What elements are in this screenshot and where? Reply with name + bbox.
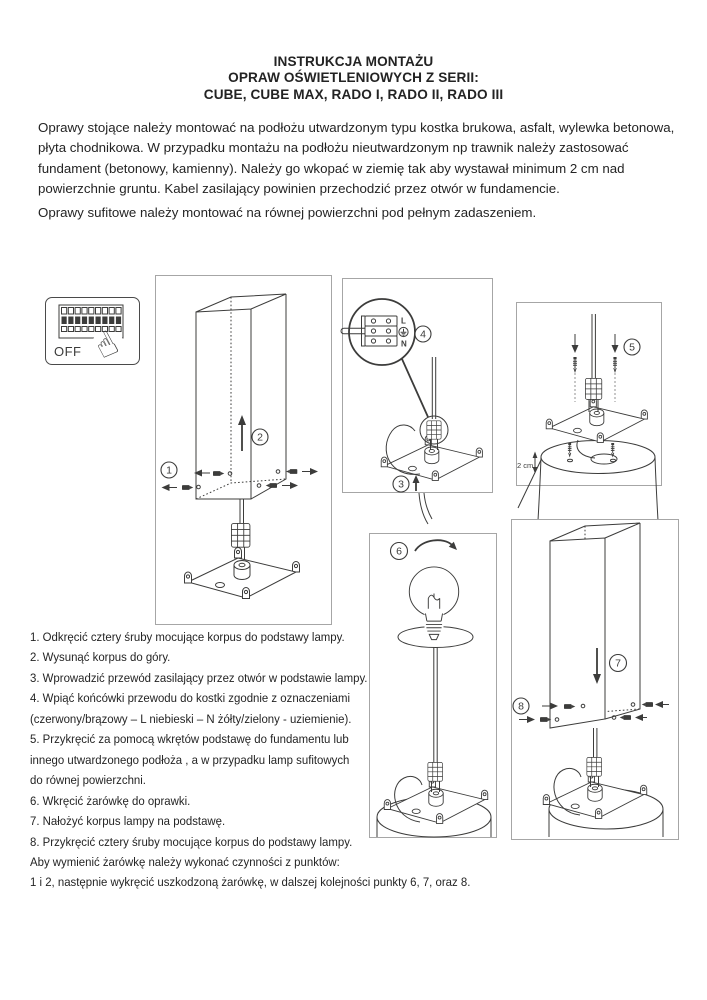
off-label: OFF xyxy=(54,344,82,359)
svg-text:2: 2 xyxy=(257,431,263,444)
instruction-line: 8. Przykręcić cztery śruby mocujące korpus do podstawy lampy. xyxy=(30,834,353,849)
terminal-label-live: L xyxy=(401,316,406,326)
step-marker-8 xyxy=(513,698,529,714)
instruction-line: 5. Przykręcić za pomocą wkrętów podstawę do fundamentu lub xyxy=(30,732,349,747)
step-marker-2 xyxy=(252,429,268,445)
svg-text:4: 4 xyxy=(420,328,426,341)
rotate-arrow xyxy=(415,540,457,551)
breaker-modules-icon xyxy=(62,308,122,332)
step-marker-1 xyxy=(161,462,177,478)
lamp-corpus-cube xyxy=(550,523,640,728)
svg-text:6: 6 xyxy=(396,545,402,558)
title-line-2: OPRAW OŚWIETLENIOWYCH Z SERII: xyxy=(228,70,479,86)
diagram-panel-steps-3-4 xyxy=(342,278,493,493)
terminal-block-icon xyxy=(585,378,601,399)
intro-paragraph-ceiling: Oprawy sufitowe należy montować na równej powierzchni pod pełnym zadaszeniem. xyxy=(38,205,537,220)
step-marker-6 xyxy=(391,543,408,560)
svg-text:1: 1 xyxy=(166,464,172,477)
cable-below-panel xyxy=(419,493,432,524)
instruction-line: 2. Wysunąć korpus do góry. xyxy=(30,650,171,665)
instruction-line: 6. Wkręcić żarówkę do oprawki. xyxy=(30,793,191,808)
svg-text:8: 8 xyxy=(518,700,524,713)
support-rod xyxy=(434,640,437,762)
instruction-line: innego utwardzonego podłoża , a w przypadku lamp sufitowych xyxy=(30,752,350,767)
pointing-hand-icon: ☝ xyxy=(88,323,125,367)
instruction-line: (czerwony/brązowy – L niebieski – N żółty/zielony - uziemienie). xyxy=(30,711,352,726)
instruction-line: 1 i 2, następnie wykręcić uszkodzoną żarówkę, w dalszej kolejności punkty 6, 7, oraz 8. xyxy=(30,875,471,890)
step-marker-3 xyxy=(393,476,409,492)
instruction-line: 4. Wpiąć końcówki przewodu do kostki zgodnie z oznaczeniami xyxy=(30,691,350,706)
terminal-block-icon xyxy=(427,421,441,439)
terminal-block-icon xyxy=(587,757,602,776)
terminal-label-neutral: N xyxy=(401,339,407,349)
document-title xyxy=(0,54,707,103)
base-plate-icon xyxy=(185,548,300,599)
diagram-panel-step-5 xyxy=(516,302,662,486)
title-line-1: INSTRUKCJA MONTAŻU xyxy=(273,54,434,69)
terminal-block-icon xyxy=(231,523,249,547)
lamp-corpus-cube xyxy=(196,294,286,499)
instruction-line: 3. Wprowadzić przewód zasilający przez otwór w podstawie lampy. xyxy=(30,670,368,685)
pull-up-arrow xyxy=(238,415,246,451)
support-rod xyxy=(240,499,244,523)
support-rod xyxy=(594,728,597,757)
step-marker-7 xyxy=(610,655,627,672)
step-marker-4 xyxy=(415,326,431,342)
instruction-line: do równej powierzchni. xyxy=(30,773,146,788)
svg-text:7: 7 xyxy=(615,657,621,670)
power-off-diagram xyxy=(45,297,140,365)
instruction-line: 7. Nałożyć korpus lampy na podstawę. xyxy=(30,814,226,829)
intro-paragraph-standing: Oprawy stojące należy montować na podłożu utwardzonym typu kostka brukowa, asfalt, wylewka betonowa, płyta chodnikowa. W przypadku montażu na podłożu nieutwardzonym np trawnik należy zastosować fundament (betonowy, kamienny). Należy go wkopać w ziemię tak aby wystawał minimum 2 cm nad powierzchnie gruntu. Kabel zasilający powinien przechodzić przez otwór w fundamencie. xyxy=(38,120,675,196)
step-marker-5 xyxy=(624,339,640,355)
instruction-line: Aby wymienić żarówkę należy wykonać czynności z punktów: xyxy=(30,854,340,869)
diagram-panel-steps-1-2 xyxy=(155,275,332,625)
title-line-3: CUBE, CUBE MAX, RADO I, RADO II, RADO III xyxy=(203,86,504,102)
terminal-block-icon xyxy=(428,762,443,781)
svg-text:5: 5 xyxy=(629,341,635,354)
screws-out-row-1 xyxy=(194,468,318,477)
foundation-height-label: 2 cm xyxy=(517,461,534,470)
diagram-panel-step-6 xyxy=(369,533,497,838)
diagram-panel-steps-7-8 xyxy=(511,519,679,840)
svg-text:3: 3 xyxy=(398,478,404,491)
instruction-line: 1. Odkręcić cztery śruby mocujące korpus do podstawy lampy. xyxy=(30,630,345,644)
breaker-panel-icon xyxy=(46,298,138,367)
